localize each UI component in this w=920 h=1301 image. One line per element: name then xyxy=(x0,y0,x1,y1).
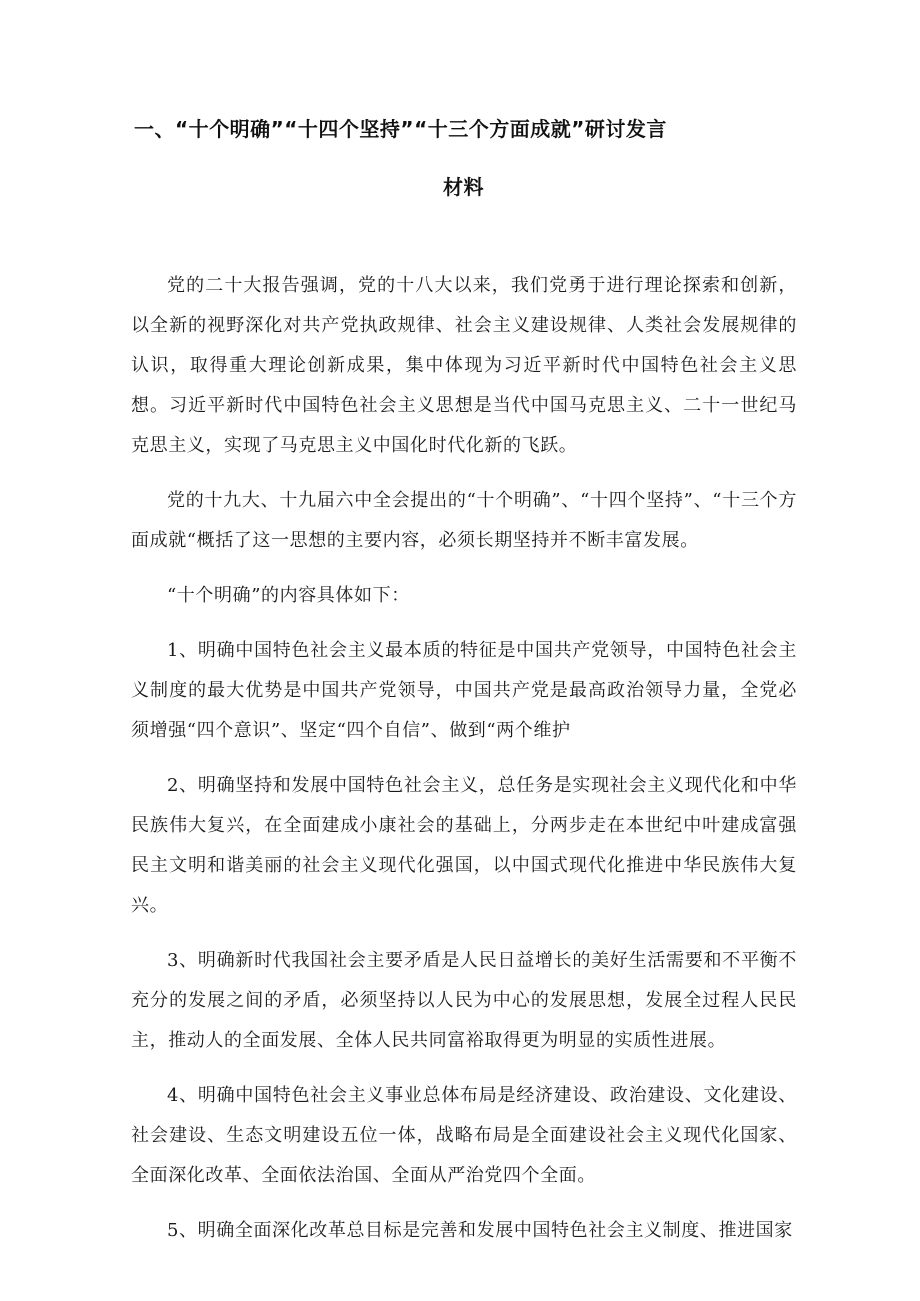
paragraph-item-1: 1、明确中国特色社会主义最本质的特征是中国共产党领导，中国特色社会主义制度的最大优势是中国共产党领导，中国共产党是最高政治领导力量，全党必须增强“四个意识”、坚定“四个自信”、做到“两个维护 xyxy=(131,640,797,741)
paragraph-list-heading: “十个明确”的内容具体如下： xyxy=(167,585,410,606)
paragraph-item-2: 2、明确坚持和发展中国特色社会主义，总任务是实现社会主义现代化和中华民族伟大复兴，在全面建成小康社会的基础上，分两步走在本世纪中叶建成富强民主文明和谐美丽的社会主义现代化强国，以中国式现代化推进中华民族伟大复兴。 xyxy=(131,775,797,916)
paragraph-item-4: 4、明确中国特色社会主义事业总体布局是经济建设、政治建设、文化建设、社会建设、生态文明建设五位一体，战略布局是全面建设社会主义现代化国家、全面深化改革、全面依法治国、全面从严治党四个全面。 xyxy=(131,1085,797,1186)
paragraph-summary: 党的十九大、十九届六中全会提出的“十个明确”、“十四个坚持”、“十三个方面成就“概括了这一思想的主要内容，必须长期坚持并不断丰富发展。 xyxy=(131,490,797,551)
document-title-line-1: 一、“十个明确”“十四个坚持”“十三个方面成就”研讨发言 xyxy=(134,117,667,141)
paragraph-intro: 党的二十大报告强调，党的十八大以来，我们党勇于进行理论探索和创新，以全新的视野深化对共产党执政规律、社会主义建设规律、人类社会发展规律的认识，取得重大理论创新成果，集中体现为习近平新时代中国特色社会主义思想。习近平新时代中国特色社会主义思想是当代中国马克思主义、二十一世纪马克思主义，实现了马克思主义中国化时代化新的飞跃。 xyxy=(131,275,797,456)
paragraph-item-3: 3、明确新时代我国社会主要矛盾是人民日益增长的美好生活需要和不平衡不充分的发展之间的矛盾，必须坚持以人民为中心的发展思想，发展全过程人民民主，推动人的全面发展、全体人民共同富裕取得更为明显的实质性进展。 xyxy=(131,950,797,1051)
paragraph-item-5: 5、明确全面深化改革总目标是完善和发展中国特色社会主义制度、推进国家 xyxy=(167,1220,793,1241)
document-title-line-2: 材料 xyxy=(443,175,484,199)
document-body xyxy=(131,266,797,1266)
